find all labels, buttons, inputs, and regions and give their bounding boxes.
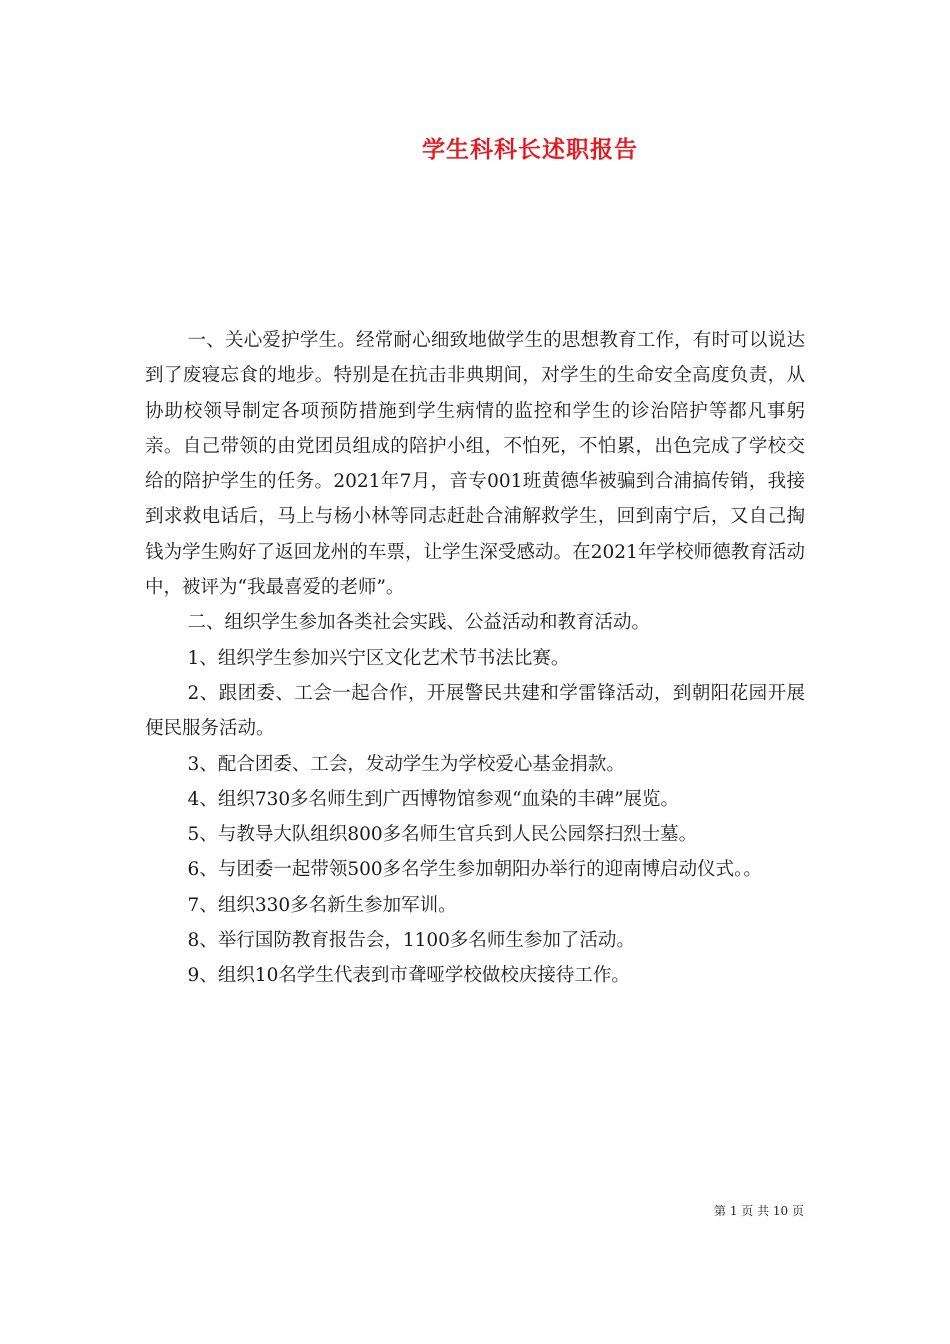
paragraph-11: 9、组织10名学生代表到市聋哑学校做校庆接待工作。 (187, 965, 630, 987)
document-title: 学生科科长述职报告 (422, 137, 638, 163)
page-number-footer: 第 1 页 共 10 页 (714, 1204, 804, 1218)
paragraph-7: 5、与教导大队组织800多名师生官兵到人民公园祭扫烈士墓。 (187, 824, 698, 846)
paragraph-5: 3、配合团委、工会，发动学生为学校爱心基金捐款。 (187, 753, 625, 775)
paragraph-8: 6、与团委一起带领500多名学生参加朝阳办举行的迎南博启动仪式。。 (187, 859, 762, 881)
paragraph-6: 4、组织730多名师生到广西博物馆参观“血染的丰碑”展览。 (187, 788, 680, 810)
paragraph-1: 一、关心爱护学生。经常耐心细致地做学生的思想教育工作，有时可以说达到了废寝忘食的地步。特别是在抗击非典期间，对学生的生命安全高度负责，从协助校领导制定各项预防措施到学生病情的监控和学生的诊治陪护等都凡事躬亲。自己带领的由党团员组成的陪护小组，不怕死，不怕累，出色完成了学校交给的陪护学生的任务。2021年7月，音专001班黄德华被骗到合浦搞传销，我接到求救电话后，马上与杨小林等同志赶赴合浦解救学生，回到南宁后，又自己掏钱为学生购好了返回龙州的车票，让学生深受感动。在2021年学校师德教育活动中，被评为“我最喜爱的老师”。 (145, 330, 805, 599)
paragraph-10: 8、举行国防教育报告会，1100多名师生参加了活动。 (187, 930, 635, 952)
paragraph-4: 2、跟团委、工会一起合作，开展警民共建和学雷锋活动，到朝阳花园开展便民服务活动。 (145, 682, 805, 740)
paragraph-2: 二、组织学生参加各类社会实践、公益活动和教育活动。 (187, 612, 651, 634)
paragraph-9: 7、组织330多名新生参加军训。 (187, 894, 457, 916)
document-body (145, 323, 805, 994)
paragraph-3: 1、组织学生参加兴宁区文化艺术节书法比赛。 (187, 647, 570, 669)
